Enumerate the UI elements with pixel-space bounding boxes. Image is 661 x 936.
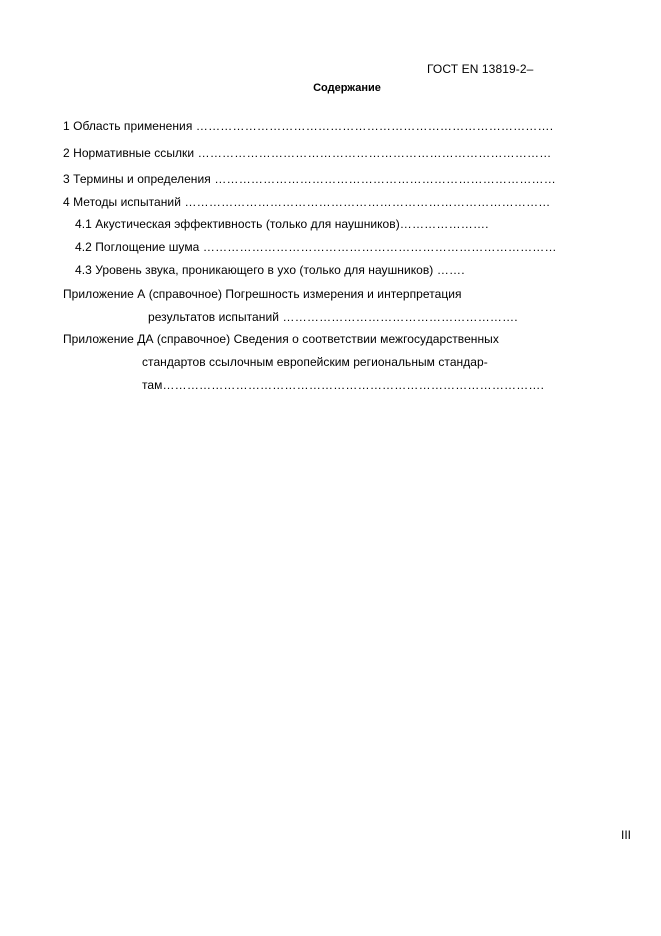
toc-entry-sound-level <box>75 263 465 277</box>
toc-entry-text: результатов испытаний <box>148 310 279 324</box>
toc-entry-noise-absorption <box>75 240 557 254</box>
toc-entry-terms <box>63 172 556 186</box>
toc-leader-dots: ……. <box>433 263 465 277</box>
toc-entry-normative-references <box>63 146 551 160</box>
page-number: III <box>621 828 632 842</box>
toc-entry-text: 1 Область применения <box>63 119 193 133</box>
toc-entry-text: 4.2 Поглощение шума <box>75 240 200 254</box>
toc-entry-text: 4 Методы испытаний <box>63 195 181 209</box>
toc-entry-text: 4.3 Уровень звука, проникающего в ухо (только для наушников) <box>75 263 434 277</box>
toc-entry-text: 4.1 Акустическая эффективность (только для наушников) <box>75 217 400 231</box>
toc-entry-text: 3 Термины и определения <box>63 172 211 186</box>
toc-leader-dots: ……………………………………………………………………………. <box>192 119 554 133</box>
toc-leader-dots: …………………………………………………. <box>278 310 518 324</box>
toc-entry-text: Приложение А (справочное) Погрешность измерения и интерпретация <box>63 287 462 301</box>
toc-entry-appendix-da-continued <box>142 355 488 369</box>
toc-leader-dots: …………………………………………………………………………… <box>199 240 557 254</box>
toc-leader-dots: …………………………………………………………………………… <box>194 146 552 160</box>
toc-entry-text: Приложение ДА (справочное) Сведения о соответствии межгосударственных <box>63 332 499 346</box>
toc-entry-appendix-a-continued <box>148 310 518 324</box>
toc-entry-text: там <box>142 378 163 392</box>
toc-entry-appendix-da <box>63 332 499 346</box>
toc-entry-test-methods <box>63 195 551 209</box>
toc-leader-dots: …………………. <box>399 217 489 231</box>
toc-title: Содержание <box>313 82 381 94</box>
toc-leader-dots: ………………………………………………………………………… <box>210 172 556 186</box>
toc-entry-appendix-da-end <box>142 378 544 392</box>
toc-entry-scope <box>63 119 553 133</box>
toc-leader-dots: …………………………………………………………………………………. <box>162 378 545 392</box>
toc-leader-dots: ……………………………………………………………………………… <box>180 195 551 209</box>
document-code: ГОСТ EN 13819-2– <box>427 62 534 76</box>
toc-entry-appendix-a <box>63 287 462 301</box>
toc-entry-text: стандартов ссылочным европейским региональным стандар- <box>142 355 488 369</box>
toc-entry-text: 2 Нормативные ссылки <box>63 146 195 160</box>
toc-entry-acoustic-efficiency <box>75 217 489 231</box>
